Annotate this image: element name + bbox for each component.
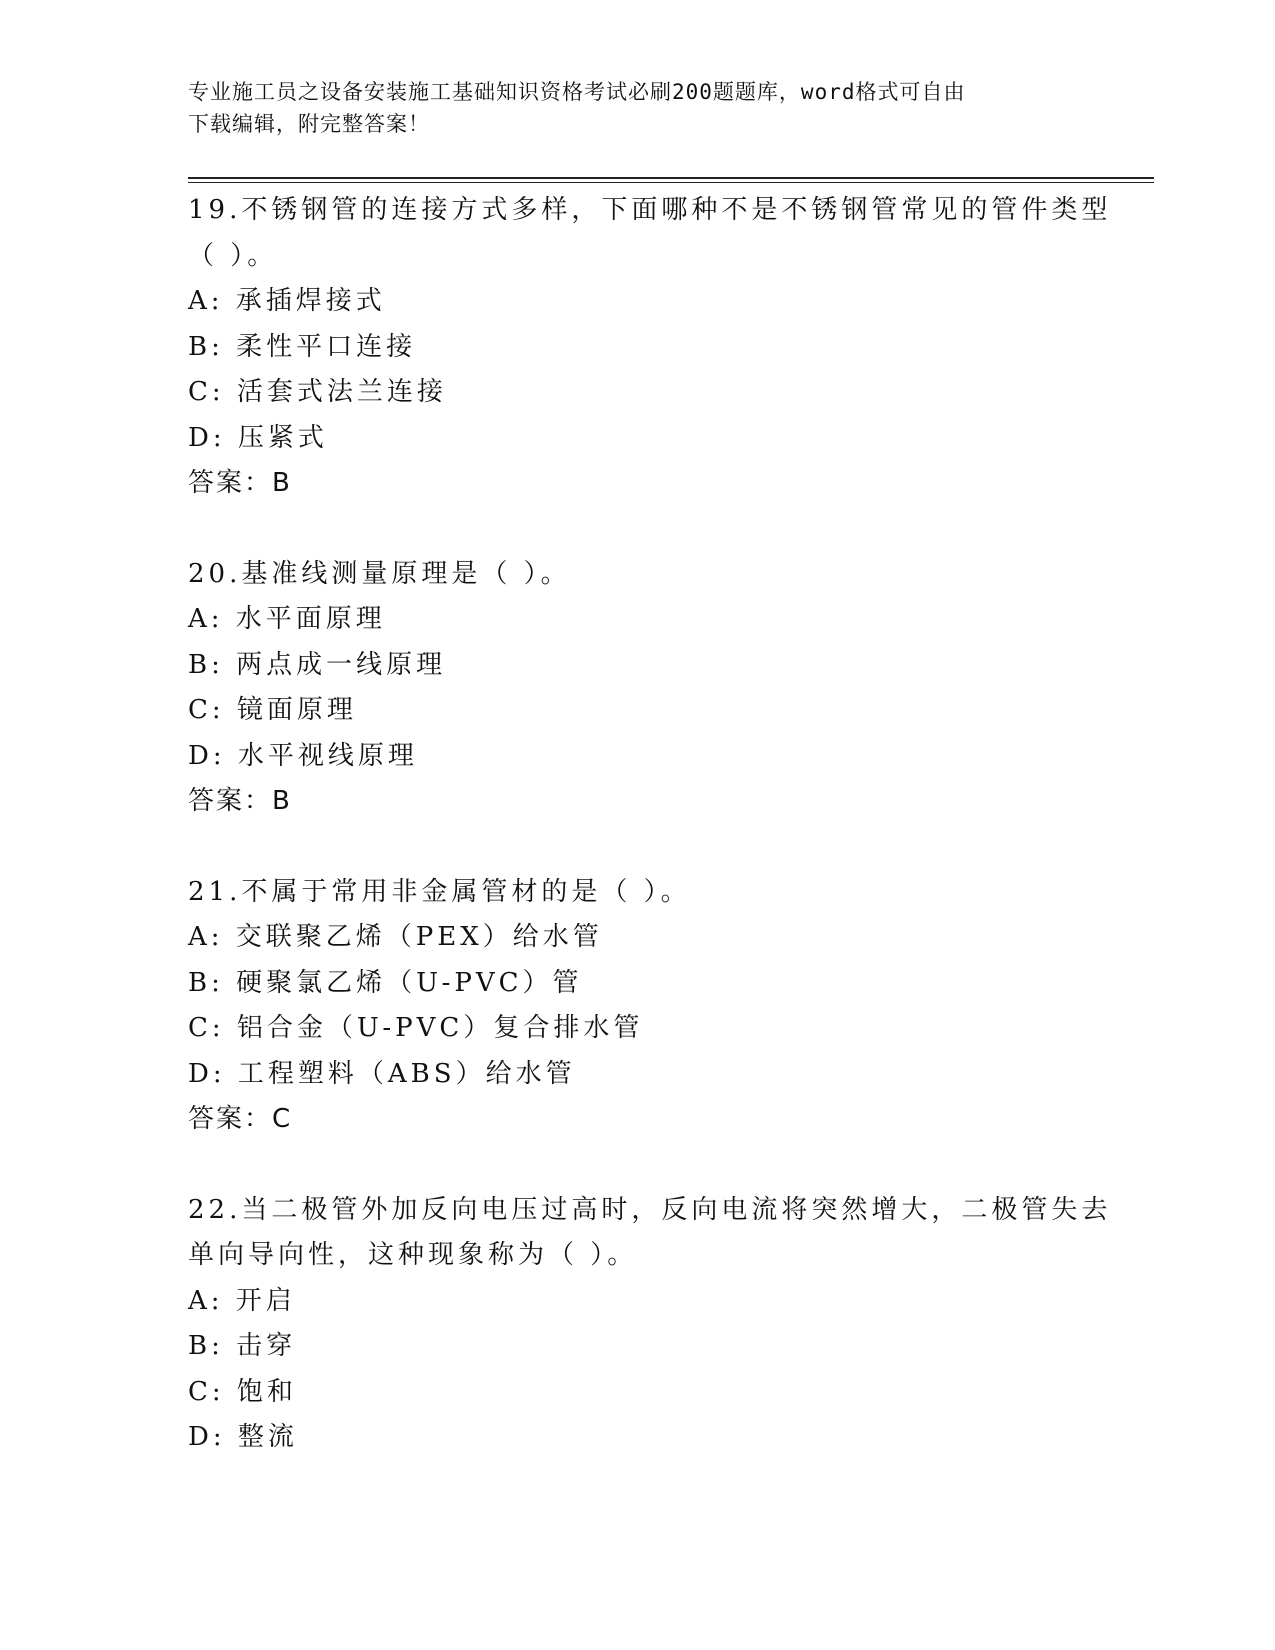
option-b: B: 柔性平口连接	[188, 331, 417, 362]
option-d: D: 压紧式	[188, 422, 328, 453]
header-divider-thin	[188, 182, 1154, 183]
answer-label: 答案：	[188, 786, 273, 816]
question-text-line: 20.基准线测量原理是（ ）。	[188, 558, 571, 589]
header-divider-thick	[188, 177, 1154, 179]
answer-label: 答案：	[188, 1104, 273, 1134]
question-spacer	[188, 1143, 1128, 1188]
question-20	[188, 552, 1128, 825]
option-b: B: 硬聚氯乙烯（U-PVC）管	[188, 967, 583, 998]
option-d: D: 整流	[188, 1422, 298, 1452]
option-c: C: 镜面原理	[188, 695, 357, 725]
option-d: D: 工程塑料（ABS）给水管	[188, 1058, 576, 1089]
question-spacer	[188, 507, 1128, 552]
question-21	[188, 870, 1128, 1143]
question-22	[188, 1188, 1128, 1461]
option-a: A: 承插焊接式	[188, 286, 386, 316]
answer-value: C	[272, 1104, 293, 1134]
option-c: C: 铝合金（U-PVC）复合排水管	[188, 1013, 644, 1043]
question-text-line: （ ）。	[188, 240, 278, 271]
option-d: D: 水平视线原理	[188, 740, 418, 771]
answer-line	[188, 1097, 1128, 1143]
question-spacer	[188, 825, 1128, 870]
option-a: A: 开启	[188, 1285, 296, 1316]
option-a: A: 交联聚乙烯（PEX）给水管	[188, 922, 603, 952]
header-line-2: 下载编辑，附完整答案！	[188, 112, 430, 136]
question-19	[188, 188, 1128, 507]
question-text-line: 19.不锈钢管的连接方式多样，下面哪种不是不锈钢管常见的管件类型	[188, 195, 1112, 225]
answer-line	[188, 461, 1128, 507]
document-header	[188, 76, 1088, 140]
answer-line	[188, 779, 1128, 825]
option-a: A: 水平面原理	[188, 604, 386, 634]
answer-value: B	[272, 468, 292, 498]
option-b: B: 击穿	[188, 1331, 297, 1361]
option-b: B: 两点成一线原理	[188, 649, 447, 680]
question-text-line: 22.当二极管外加反向电压过高时，反向电流将突然增大，二极管失去	[188, 1194, 1112, 1225]
question-text-line: 单向导向性，这种现象称为（ ）。	[188, 1240, 638, 1270]
answer-label: 答案：	[188, 468, 273, 498]
option-c: C: 饱和	[188, 1376, 297, 1407]
answer-value: B	[272, 786, 292, 816]
header-line-1: 专业施工员之设备安装施工基础知识资格考试必刷200题题库，word格式可自由	[188, 80, 966, 104]
question-text-line: 21.不属于常用非金属管材的是（ ）。	[188, 876, 691, 907]
option-c: C: 活套式法兰连接	[188, 377, 447, 407]
question-list	[188, 188, 1128, 1461]
